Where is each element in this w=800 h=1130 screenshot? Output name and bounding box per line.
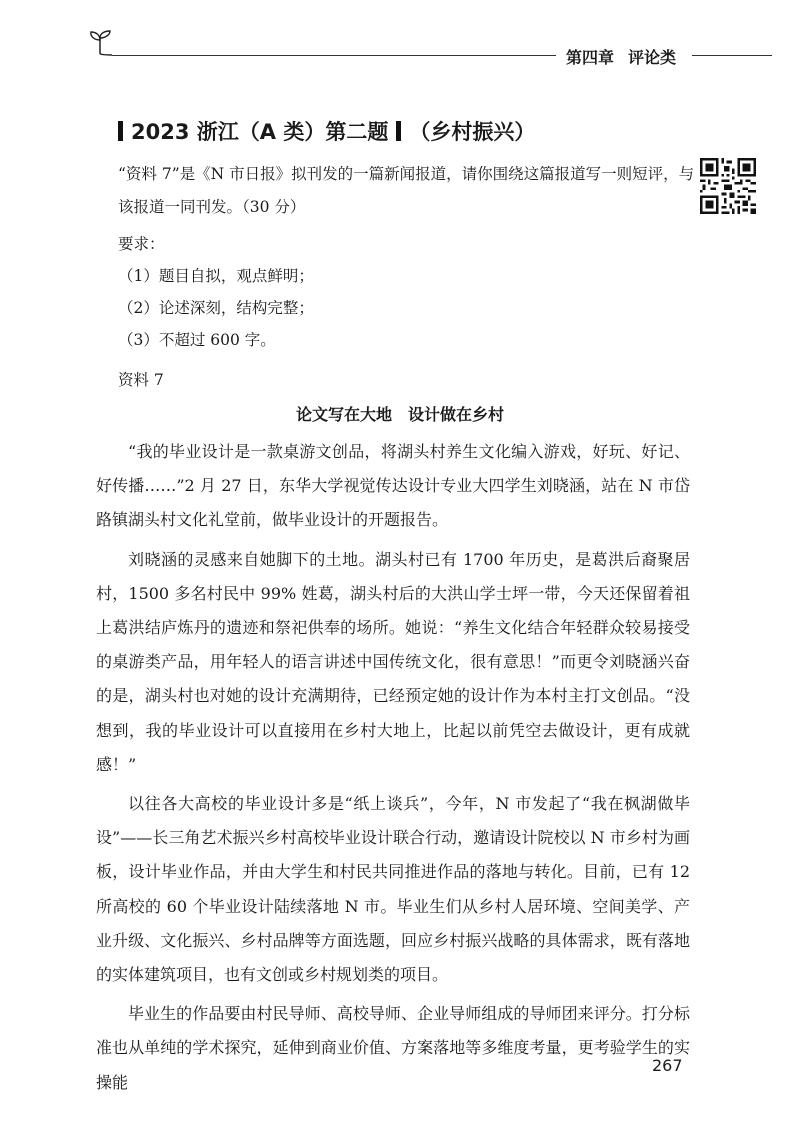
- article-body: [96, 435, 690, 1105]
- section-label: 评论类: [628, 48, 677, 67]
- page-number: 267: [652, 1056, 683, 1075]
- requirement-item: （2）论述深刻，结构完整；: [118, 299, 314, 317]
- article-paragraph: 以往各大高校的毕业设计多是“纸上谈兵”，今年，N 市发起了“我在枫湖做毕设”——长三角艺术振兴乡村高校毕业设计联合行动，邀请设计院校以 N 市乡村为画板，设计毕业作品，并由大学生和村民共同推进作品的落地与转化。目前，已有 12 所高校的 60 个毕业设计陆续落地 N 市。毕业生们从乡村人居环境、空间美学、产业升级、文化振兴、乡村品牌等方面选题，回应乡村振兴战略的具体需求，既有落地的实体建筑项目，也有文创或乡村规划类的项目。: [96, 794, 690, 985]
- header-rule-left: [112, 55, 556, 56]
- qr-code-icon: [700, 158, 756, 214]
- article-title-part2: 设计做在乡村: [408, 405, 505, 424]
- article-paragraph: “我的毕业设计是一款桌游文创品，将湖头村养生文化编入游戏，好玩、好记、好传播……”2 月 27 日，东华大学视觉传达设计专业大四学生刘晓涵，站在 N 市岱路镇湖头村文化礼堂前，做毕业设计的开题报告。: [96, 442, 690, 530]
- question-title: [118, 116, 535, 146]
- prompt-text: “资料 7”是《N 市日报》拟刊发的一篇新闻报道，请你围绕这篇报道写一则短评，与该报道一同刊发。（30 分）: [118, 165, 695, 216]
- question-prompt: [118, 158, 698, 224]
- title-bar-right: [396, 121, 401, 141]
- question-topic: （乡村振兴）: [409, 120, 536, 144]
- requirements-label: 要求：: [118, 235, 165, 253]
- sprout-logo-icon: [86, 28, 116, 58]
- article-paragraph: 刘晓涵的灵感来自她脚下的土地。湖头村已有 1700 年历史，是葛洪后裔聚居村，1500 多名村民中 99% 姓葛，湖头村后的大洪山学士坪一带，今天还保留着祖上葛洪结庐炼丹的遗迹和祭祀供奉的场所。她说：“养生文化结合年轻群众较易接受的桌游类产品，用年轻人的语言讲述中国传统文化，很有意思！”而更令刘晓涵兴奋的是，湖头村也对她的设计充满期待，已经预定她的设计作为本村主打文创品。“没想到，我的毕业设计可以直接用在乡村大地上，比起以前凭空去做设计，更有成就感！”: [96, 549, 690, 774]
- article-title: [0, 402, 800, 425]
- material-label: 资料 7: [118, 371, 164, 389]
- requirement-item: （3）不超过 600 字。: [118, 331, 276, 349]
- title-bar-left: [118, 121, 123, 141]
- header-rule-right: [692, 55, 772, 56]
- running-header: [566, 45, 690, 68]
- requirement-item: （1）题目自拟，观点鲜明；: [118, 267, 314, 285]
- chapter-label: 第四章: [566, 48, 615, 67]
- article-title-part1: 论文写在大地: [295, 405, 392, 424]
- article-paragraph: 毕业生的作品要由村民导师、高校导师、企业导师组成的导师团来评分。打分标准也从单纯的学术探究，延伸到商业价值、方案落地等多维度考量，更考验学生的实操能: [96, 1004, 690, 1092]
- question-title-text: 2023 浙江（A 类）第二题: [131, 120, 389, 144]
